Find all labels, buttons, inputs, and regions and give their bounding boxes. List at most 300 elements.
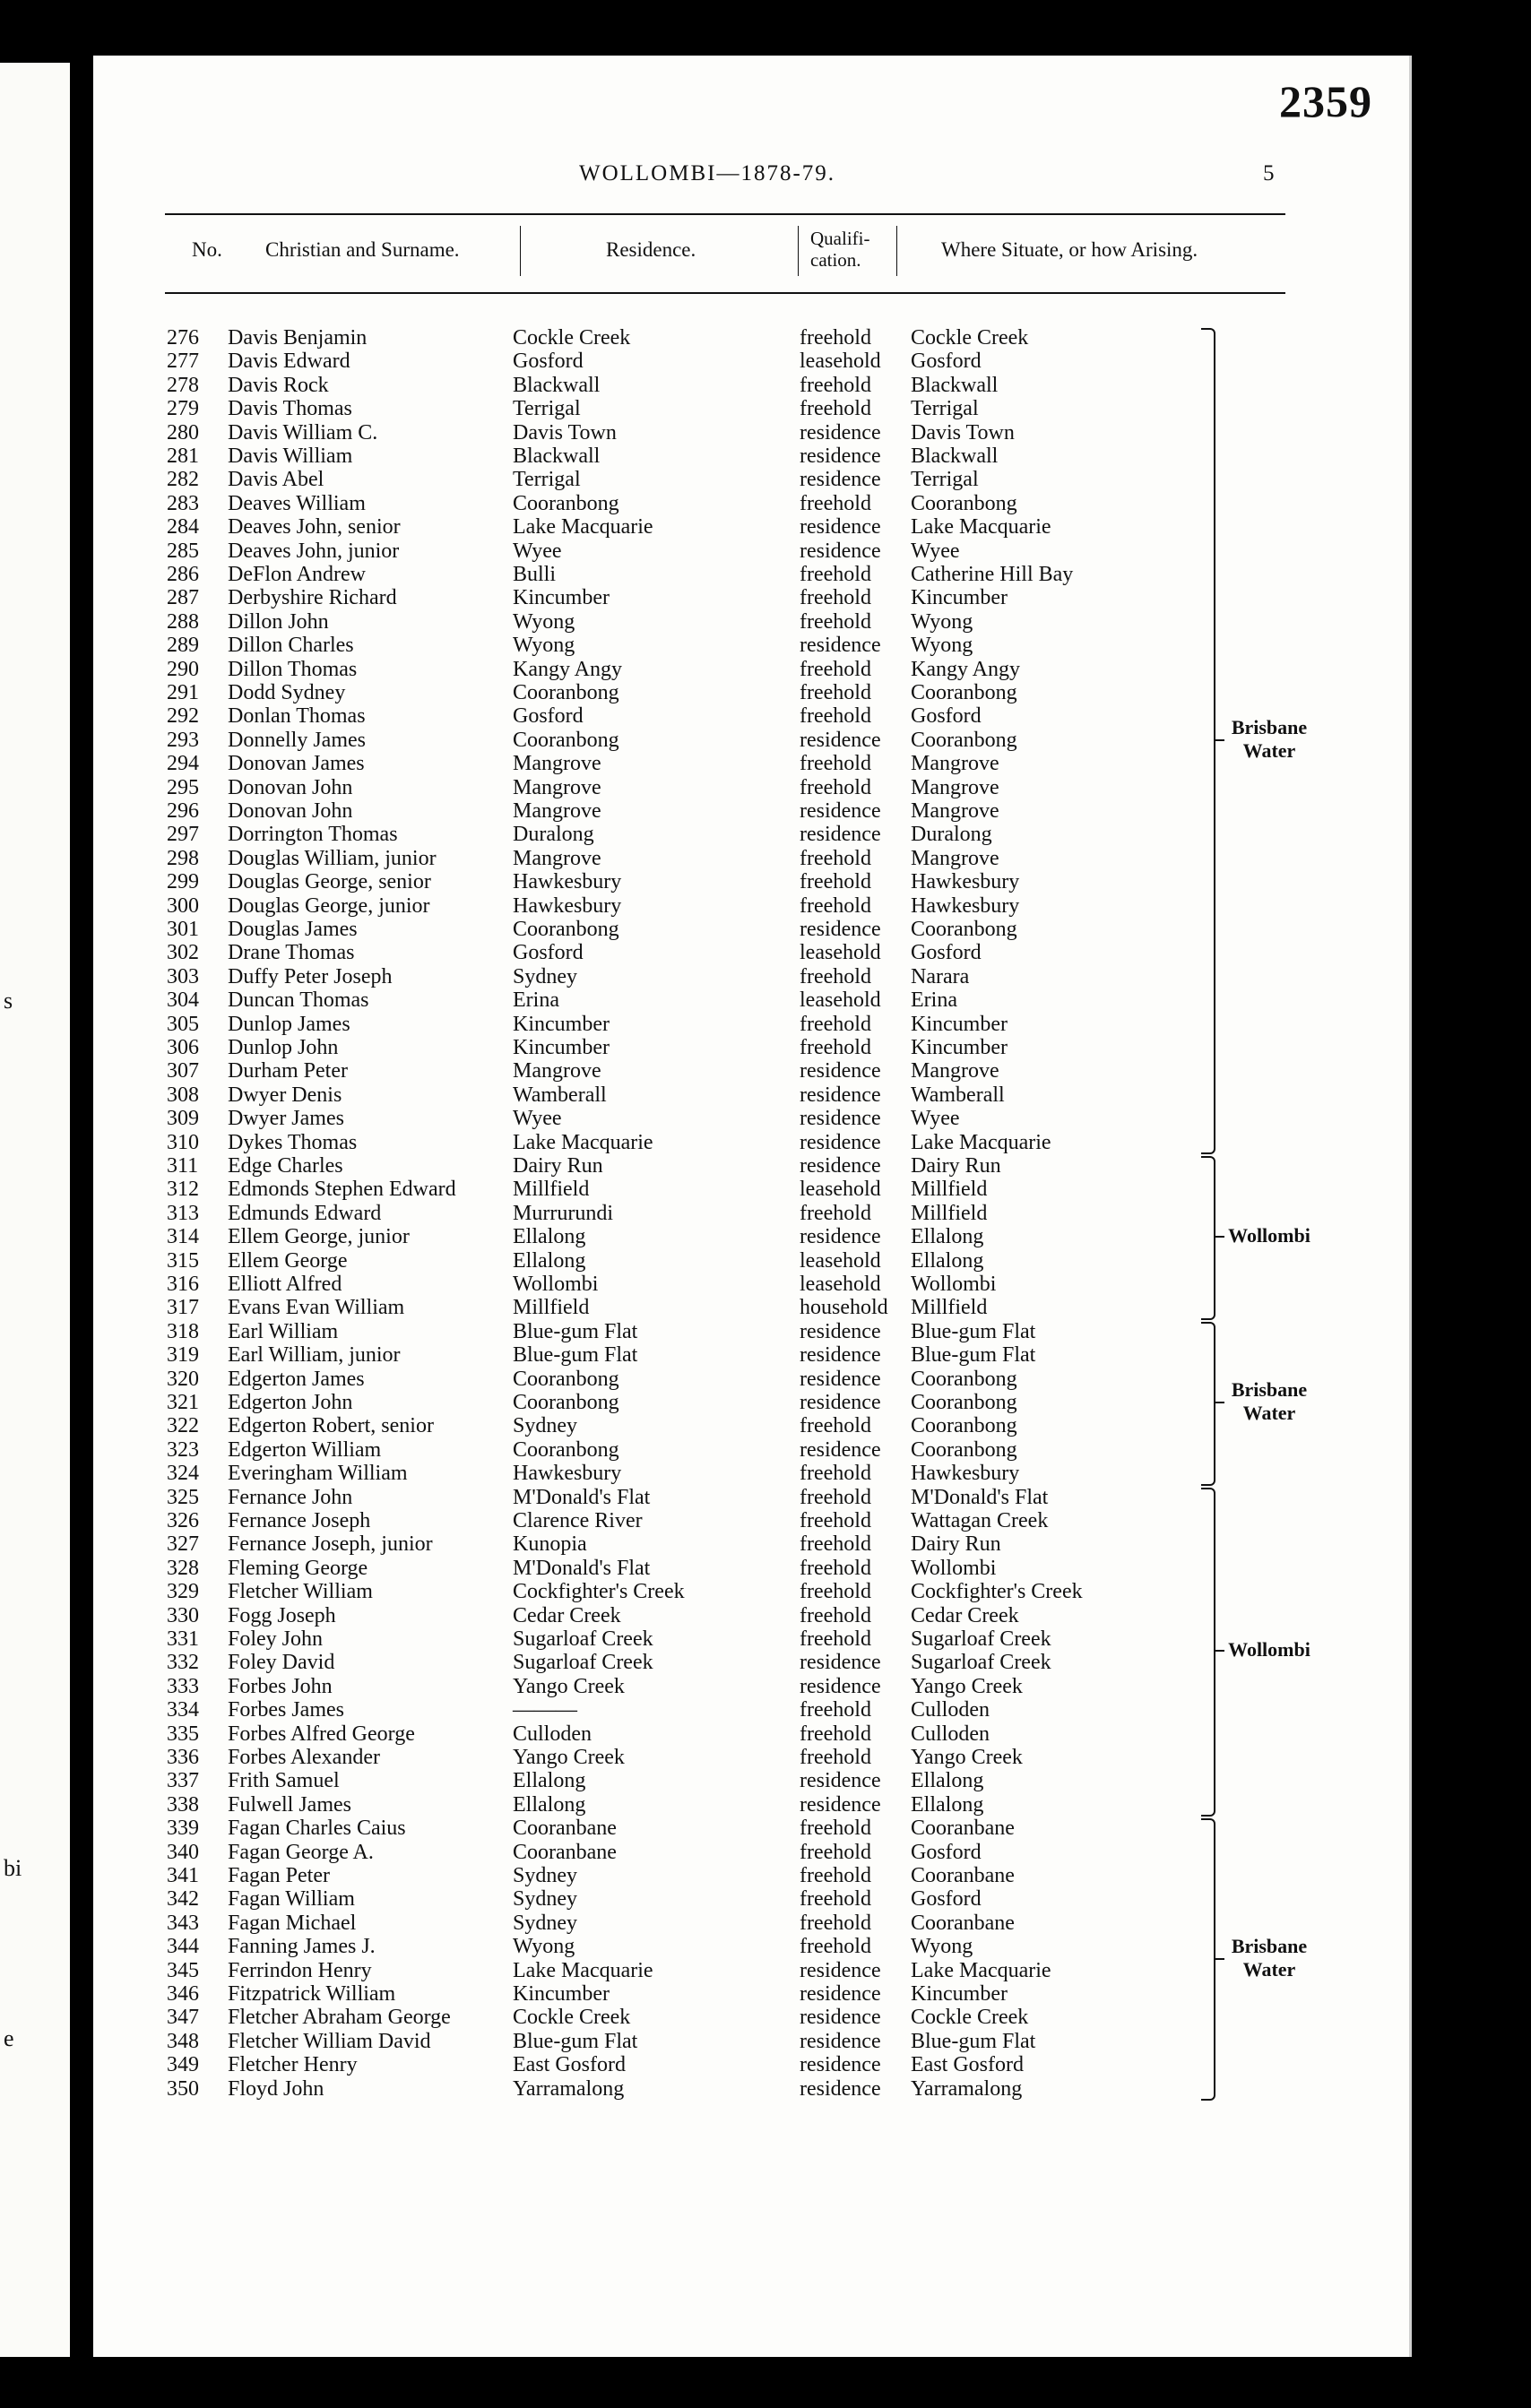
elector-name: Edge Charles xyxy=(228,1154,343,1178)
where-situate: Gosford xyxy=(911,941,982,965)
residence: Blackwall xyxy=(513,444,601,468)
entry-number: 299 xyxy=(167,870,199,894)
residence: Cooranbong xyxy=(513,681,619,704)
elector-name: Douglas George, senior xyxy=(228,870,431,894)
elector-name: Fagan George A. xyxy=(228,1840,374,1864)
entry-number: 311 xyxy=(167,1154,199,1178)
column-header-residence: Residence. xyxy=(606,238,696,261)
district-label-line-1: Wollombi xyxy=(1228,1224,1310,1247)
entry-number: 293 xyxy=(167,728,199,752)
qualification: freehold xyxy=(800,1698,871,1722)
entry-number: 281 xyxy=(167,444,199,468)
entry-number: 276 xyxy=(167,326,199,350)
qualification: residence xyxy=(800,728,881,752)
qualification: freehold xyxy=(800,1887,871,1912)
elector-name: Dykes Thomas xyxy=(228,1130,358,1154)
district-label xyxy=(1224,1638,1314,1661)
residence: Culloden xyxy=(513,1722,592,1746)
where-situate: Yango Creek xyxy=(911,1674,1023,1698)
previous-page-fragment: s xyxy=(4,988,13,1014)
where-situate: Kincumber xyxy=(911,1036,1008,1059)
where-situate: Culloden xyxy=(911,1722,990,1746)
district-label-line-2: Water xyxy=(1242,1402,1296,1425)
residence: Cedar Creek xyxy=(513,1603,621,1627)
elector-name: Derbyshire Richard xyxy=(228,586,397,610)
district-bracket xyxy=(1201,1322,1215,1486)
residence: Cooranbong xyxy=(513,491,619,515)
entry-number: 334 xyxy=(167,1698,199,1722)
district-bracket xyxy=(1201,1156,1215,1320)
elector-name: Ellem George xyxy=(228,1248,348,1273)
entry-number: 349 xyxy=(167,2053,199,2077)
qualification: residence xyxy=(800,799,881,823)
entry-number: 327 xyxy=(167,1532,199,1557)
elector-name: Fagan William xyxy=(228,1887,355,1912)
elector-name: Drane Thomas xyxy=(228,941,355,965)
where-situate: Cedar Creek xyxy=(911,1603,1019,1627)
where-situate: Blackwall xyxy=(911,444,999,468)
where-situate: Cooranbong xyxy=(911,1414,1017,1438)
entry-number: 282 xyxy=(167,468,199,492)
entry-number: 298 xyxy=(167,846,199,870)
column-header-where: Where Situate, or how Arising. xyxy=(941,238,1198,261)
where-situate: Kangy Angy xyxy=(911,657,1020,681)
register-page xyxy=(93,56,1412,2357)
residence: Kincumber xyxy=(513,586,610,610)
entry-number: 320 xyxy=(167,1367,199,1391)
qualification: residence xyxy=(800,1437,881,1462)
qualification: leasehold xyxy=(800,941,881,965)
entry-number: 333 xyxy=(167,1674,199,1698)
qualification: freehold xyxy=(800,491,871,515)
qualification: residence xyxy=(800,1154,881,1178)
where-situate: Cooranbong xyxy=(911,1437,1017,1462)
residence: Wyong xyxy=(513,609,575,634)
qualification: household xyxy=(800,1296,888,1320)
elector-name: Fagan Peter xyxy=(228,1864,330,1887)
where-situate: Dairy Run xyxy=(911,1532,1001,1557)
residence: Yarramalong xyxy=(513,2076,625,2101)
entry-number: 308 xyxy=(167,1083,199,1107)
residence: Erina xyxy=(513,988,559,1013)
where-situate: Yango Creek xyxy=(911,1746,1023,1769)
qualification: freehold xyxy=(800,1603,871,1627)
elector-name: Forbes Alfred George xyxy=(228,1722,415,1746)
elector-name: Donovan James xyxy=(228,752,365,776)
entry-number: 278 xyxy=(167,373,199,397)
qualification: residence xyxy=(800,420,881,444)
qualification: freehold xyxy=(800,1722,871,1746)
qualification: residence xyxy=(800,2029,881,2053)
residence: Yango Creek xyxy=(513,1674,625,1698)
entry-number: 324 xyxy=(167,1462,199,1486)
where-situate: Ellalong xyxy=(911,1792,984,1817)
residence: Bulli xyxy=(513,563,557,586)
entry-number: 296 xyxy=(167,799,199,823)
residence: Gosford xyxy=(513,350,584,374)
district-label-line-1: Brisbane xyxy=(1231,1378,1308,1402)
where-situate: Wyong xyxy=(911,634,973,658)
where-situate: Wyee xyxy=(911,539,960,563)
column-divider xyxy=(520,226,521,276)
column-header-qualification-line-2: cation. xyxy=(810,249,861,271)
qualification: freehold xyxy=(800,964,871,988)
where-situate: Millfield xyxy=(911,1178,988,1202)
residence: Lake Macquarie xyxy=(513,1958,653,1982)
entry-number: 335 xyxy=(167,1722,199,1746)
residence: Yango Creek xyxy=(513,1746,625,1769)
entry-number: 321 xyxy=(167,1391,199,1414)
district-bracket-point xyxy=(1215,1402,1224,1403)
elector-name: Fletcher William David xyxy=(228,2029,431,2053)
qualification: residence xyxy=(800,634,881,658)
entry-number: 318 xyxy=(167,1319,199,1343)
residence: Mangrove xyxy=(513,1059,601,1083)
where-situate: East Gosford xyxy=(911,2053,1024,2077)
qualification: freehold xyxy=(800,775,871,799)
residence: M'Donald's Flat xyxy=(513,1556,651,1580)
qualification: residence xyxy=(800,468,881,492)
qualification: freehold xyxy=(800,1627,871,1651)
residence: Gosford xyxy=(513,704,584,729)
elector-name: Douglas William, junior xyxy=(228,846,437,870)
header-top-rule xyxy=(165,213,1285,215)
qualification: residence xyxy=(800,1958,881,1982)
elector-name: Dwyer James xyxy=(228,1107,344,1131)
where-situate: Wollombi xyxy=(911,1556,997,1580)
residence: Millfield xyxy=(513,1178,590,1202)
entry-number: 279 xyxy=(167,397,199,421)
elector-name: Fletcher Abraham George xyxy=(228,2006,451,2030)
where-situate: Erina xyxy=(911,988,957,1013)
elector-name: Davis Rock xyxy=(228,373,329,397)
qualification: freehold xyxy=(800,1532,871,1557)
elector-name: Dunlop James xyxy=(228,1012,350,1036)
where-situate: Millfield xyxy=(911,1201,988,1225)
district-bracket-point xyxy=(1215,739,1224,741)
previous-page-fragment: bi xyxy=(4,1855,22,1881)
residence: Terrigal xyxy=(513,397,581,421)
residence: Mangrove xyxy=(513,846,601,870)
residence: Sugarloaf Creek xyxy=(513,1627,653,1651)
district-bracket-point xyxy=(1215,1650,1224,1652)
residence: Kincumber xyxy=(513,1982,610,2006)
entry-number: 345 xyxy=(167,1958,199,1982)
elector-name: Ellem George, junior xyxy=(228,1225,410,1249)
residence: Davis Town xyxy=(513,420,617,444)
residence: Lake Macquarie xyxy=(513,1130,653,1154)
qualification: residence xyxy=(800,1651,881,1675)
elector-name: DeFlon Andrew xyxy=(228,563,366,586)
residence: Wyong xyxy=(513,634,575,658)
where-situate: Culloden xyxy=(911,1698,990,1722)
elector-name: Donnelly James xyxy=(228,728,366,752)
where-situate: Lake Macquarie xyxy=(911,1958,1051,1982)
residence: Kincumber xyxy=(513,1012,610,1036)
qualification: residence xyxy=(800,1225,881,1249)
elector-name: Fleming George xyxy=(228,1556,368,1580)
elector-name: Fanning James J. xyxy=(228,1935,376,1959)
where-situate: Kincumber xyxy=(911,1982,1008,2006)
elector-name: Davis Thomas xyxy=(228,397,352,421)
qualification: freehold xyxy=(800,846,871,870)
elector-name: Edmunds Edward xyxy=(228,1201,382,1225)
residence: Cooranbong xyxy=(513,918,619,941)
where-situate: Cooranbong xyxy=(911,1391,1017,1414)
elector-name: Edgerton Robert, senior xyxy=(228,1414,434,1438)
qualification: freehold xyxy=(800,586,871,610)
district-label xyxy=(1224,1378,1314,1425)
elector-name: Fernance Joseph, junior xyxy=(228,1532,433,1557)
entry-number: 342 xyxy=(167,1887,199,1912)
residence: Blue-gum Flat xyxy=(513,1343,638,1368)
residence: Sydney xyxy=(513,1911,577,1935)
where-situate: Wamberall xyxy=(911,1083,1005,1107)
entry-number: 314 xyxy=(167,1225,199,1249)
where-situate: Blue-gum Flat xyxy=(911,2029,1036,2053)
elector-name: Donovan John xyxy=(228,799,353,823)
elector-name: Dwyer Denis xyxy=(228,1083,342,1107)
residence: Clarence River xyxy=(513,1509,643,1532)
residence: Cooranbong xyxy=(513,1367,619,1391)
elector-name: Donovan John xyxy=(228,775,353,799)
elector-name: Davis Benjamin xyxy=(228,326,368,350)
entry-number: 336 xyxy=(167,1746,199,1769)
qualification: residence xyxy=(800,1059,881,1083)
entry-number: 338 xyxy=(167,1792,199,1817)
qualification: residence xyxy=(800,1391,881,1414)
qualification: residence xyxy=(800,1107,881,1131)
entry-number: 294 xyxy=(167,752,199,776)
elector-name: Deaves William xyxy=(228,491,366,515)
where-situate: Ellalong xyxy=(911,1248,984,1273)
qualification: residence xyxy=(800,918,881,941)
entry-number: 287 xyxy=(167,586,199,610)
qualification: residence xyxy=(800,1083,881,1107)
elector-name: Evans Evan William xyxy=(228,1296,405,1320)
where-situate: Wyong xyxy=(911,1935,973,1959)
where-situate: Gosford xyxy=(911,1840,982,1864)
residence: Dairy Run xyxy=(513,1154,603,1178)
qualification: residence xyxy=(800,2006,881,2030)
where-situate: Cockle Creek xyxy=(911,2006,1029,2030)
previous-page-fragment: e xyxy=(4,2025,14,2051)
entry-number: 302 xyxy=(167,941,199,965)
residence: Ellalong xyxy=(513,1792,586,1817)
qualification: residence xyxy=(800,515,881,539)
entry-number: 326 xyxy=(167,1509,199,1532)
entry-number: 350 xyxy=(167,2076,199,2101)
entry-number: 309 xyxy=(167,1107,199,1131)
entry-number: 346 xyxy=(167,1982,199,2006)
residence: Wollombi xyxy=(513,1273,599,1296)
district-label xyxy=(1224,1935,1314,1981)
where-situate: Cooranbong xyxy=(911,1367,1017,1391)
where-situate: Blackwall xyxy=(911,373,999,397)
elector-name: Edgerton John xyxy=(228,1391,353,1414)
where-situate: Gosford xyxy=(911,704,982,729)
where-situate: Cooranbong xyxy=(911,728,1017,752)
elector-name: Dillon Thomas xyxy=(228,657,358,681)
residence: Sydney xyxy=(513,1864,577,1887)
where-situate: Gosford xyxy=(911,1887,982,1912)
elector-name: Donlan Thomas xyxy=(228,704,366,729)
residence: Sydney xyxy=(513,1887,577,1912)
residence: Cockle Creek xyxy=(513,2006,631,2030)
qualification: leasehold xyxy=(800,1273,881,1296)
elector-name: Dodd Sydney xyxy=(228,681,346,704)
entry-number: 307 xyxy=(167,1059,199,1083)
qualification: freehold xyxy=(800,893,871,918)
residence: Kunopia xyxy=(513,1532,587,1557)
entry-number: 340 xyxy=(167,1840,199,1864)
qualification: freehold xyxy=(800,397,871,421)
residence: Hawkesbury xyxy=(513,1462,622,1486)
column-divider xyxy=(896,226,897,276)
qualification: freehold xyxy=(800,373,871,397)
residence: Blue-gum Flat xyxy=(513,2029,638,2053)
elector-name: Dillon John xyxy=(228,609,329,634)
elector-name: Fulwell James xyxy=(228,1792,351,1817)
elector-name: Davis William xyxy=(228,444,353,468)
where-situate: Narara xyxy=(911,964,970,988)
where-situate: Mangrove xyxy=(911,752,999,776)
residence: Wamberall xyxy=(513,1083,607,1107)
elector-name: Forbes Alexander xyxy=(228,1746,380,1769)
entry-number: 339 xyxy=(167,1817,199,1841)
entry-number: 323 xyxy=(167,1437,199,1462)
elector-name: Duncan Thomas xyxy=(228,988,369,1013)
residence: Blue-gum Flat xyxy=(513,1319,638,1343)
qualification: residence xyxy=(800,2053,881,2077)
entry-number: 297 xyxy=(167,823,199,847)
residence: East Gosford xyxy=(513,2053,626,2077)
residence: Mangrove xyxy=(513,752,601,776)
sheet-number: 5 xyxy=(1263,161,1275,186)
residence: Cooranbane xyxy=(513,1817,617,1841)
qualification: freehold xyxy=(800,870,871,894)
where-situate: Wyong xyxy=(911,609,973,634)
qualification: leasehold xyxy=(800,988,881,1013)
elector-name: Dillon Charles xyxy=(228,634,354,658)
entry-number: 306 xyxy=(167,1036,199,1059)
where-situate: Mangrove xyxy=(911,1059,999,1083)
qualification: residence xyxy=(800,1130,881,1154)
entry-number: 301 xyxy=(167,918,199,941)
elector-name: Douglas James xyxy=(228,918,358,941)
where-situate: Hawkesbury xyxy=(911,870,1020,894)
qualification: residence xyxy=(800,1674,881,1698)
district-bracket xyxy=(1201,1818,1215,2101)
elector-name: Fletcher William xyxy=(228,1580,373,1604)
entry-number: 303 xyxy=(167,964,199,988)
qualification: freehold xyxy=(800,704,871,729)
entry-number: 316 xyxy=(167,1273,199,1296)
district-bracket-point xyxy=(1215,1958,1224,1960)
where-situate: M'Donald's Flat xyxy=(911,1485,1049,1509)
qualification: freehold xyxy=(800,752,871,776)
column-header-name: Christian and Surname. xyxy=(265,238,460,261)
where-situate: Catherine Hill Bay xyxy=(911,563,1074,586)
district-bracket-point xyxy=(1215,1236,1224,1238)
district-label xyxy=(1224,716,1314,763)
residence: ——— xyxy=(513,1698,577,1722)
district-label-line-2: Water xyxy=(1242,739,1296,762)
residence: Sydney xyxy=(513,964,577,988)
where-situate: Hawkesbury xyxy=(911,1462,1020,1486)
qualification: freehold xyxy=(800,1012,871,1036)
residence: Gosford xyxy=(513,941,584,965)
qualification: freehold xyxy=(800,326,871,350)
entry-number: 292 xyxy=(167,704,199,729)
entry-number: 285 xyxy=(167,539,199,563)
residence: Mangrove xyxy=(513,775,601,799)
qualification: leasehold xyxy=(800,1248,881,1273)
entry-number: 305 xyxy=(167,1012,199,1036)
district-bracket xyxy=(1201,328,1215,1154)
entry-number: 277 xyxy=(167,350,199,374)
district-label-line-1: Wollombi xyxy=(1228,1638,1310,1661)
qualification: residence xyxy=(800,1343,881,1368)
qualification: residence xyxy=(800,2076,881,2101)
residence: M'Donald's Flat xyxy=(513,1485,651,1509)
residence: Millfield xyxy=(513,1296,590,1320)
residence: Murrurundi xyxy=(513,1201,613,1225)
entry-number: 290 xyxy=(167,657,199,681)
entry-number: 331 xyxy=(167,1627,199,1651)
qualification: freehold xyxy=(800,609,871,634)
elector-name: Fagan Charles Caius xyxy=(228,1817,406,1841)
residence: Ellalong xyxy=(513,1248,586,1273)
qualification: freehold xyxy=(800,1414,871,1438)
qualification: residence xyxy=(800,1367,881,1391)
where-situate: Cooranbong xyxy=(911,918,1017,941)
page-number: 2359 xyxy=(1279,76,1372,126)
where-situate: Millfield xyxy=(911,1296,988,1320)
elector-name: Dunlop John xyxy=(228,1036,339,1059)
elector-name: Fitzpatrick William xyxy=(228,1982,396,2006)
where-situate: Sugarloaf Creek xyxy=(911,1627,1051,1651)
entry-number: 317 xyxy=(167,1296,199,1320)
elector-name: Ferrindon Henry xyxy=(228,1958,372,1982)
elector-name: Foley John xyxy=(228,1627,324,1651)
entry-number: 313 xyxy=(167,1201,199,1225)
qualification: freehold xyxy=(800,1201,871,1225)
qualification: residence xyxy=(800,444,881,468)
qualification: freehold xyxy=(800,563,871,586)
where-situate: Cooranbane xyxy=(911,1817,1015,1841)
entry-number: 343 xyxy=(167,1911,199,1935)
where-situate: Dairy Run xyxy=(911,1154,1001,1178)
elector-name: Duffy Peter Joseph xyxy=(228,964,393,988)
entry-number: 300 xyxy=(167,893,199,918)
entry-number: 280 xyxy=(167,420,199,444)
qualification: residence xyxy=(800,823,881,847)
qualification: freehold xyxy=(800,1817,871,1841)
residence: Cooranbong xyxy=(513,1437,619,1462)
qualification: residence xyxy=(800,1982,881,2006)
elector-name: Earl William, junior xyxy=(228,1343,401,1368)
elector-name: Edmonds Stephen Edward xyxy=(228,1178,456,1202)
where-situate: Gosford xyxy=(911,350,982,374)
entry-number: 288 xyxy=(167,609,199,634)
entry-number: 348 xyxy=(167,2029,199,2053)
qualification: freehold xyxy=(800,1864,871,1887)
where-situate: Wyee xyxy=(911,1107,960,1131)
where-situate: Cooranbane xyxy=(911,1911,1015,1935)
residence: Ellalong xyxy=(513,1225,586,1249)
qualification: freehold xyxy=(800,1840,871,1864)
